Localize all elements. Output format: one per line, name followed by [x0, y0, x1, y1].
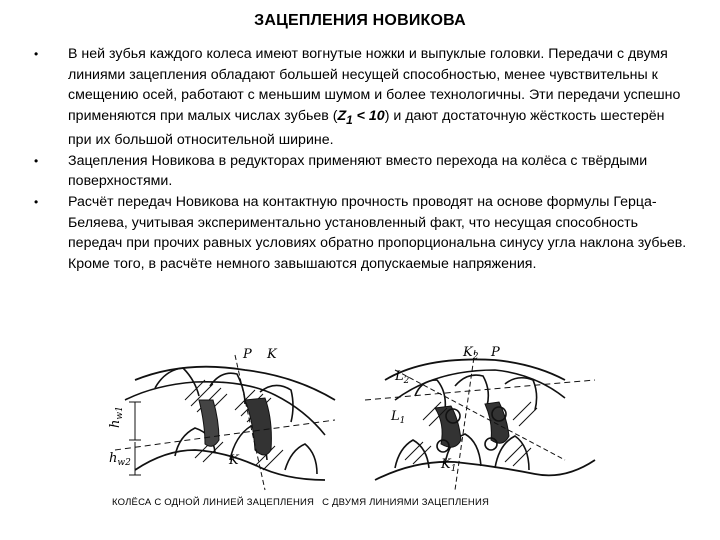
- label-hw2-base: h: [109, 451, 118, 466]
- bullet-text-2: Зацепления Новикова в редукторах применяют вместо перехода на колёса с твёрдыми поверхностями.: [68, 152, 648, 190]
- label-k1-sub: 1: [450, 464, 457, 474]
- label-k1: [440, 457, 456, 474]
- label-k-left-top: K: [267, 347, 277, 362]
- formula-subscript: 1: [346, 112, 353, 127]
- label-k-left-bottom: K: [229, 453, 239, 468]
- label-l2-sub: 2: [403, 376, 410, 386]
- label-k2-base: K: [463, 345, 473, 360]
- bullet-marker: •: [34, 47, 39, 61]
- label-hw2: [109, 451, 131, 468]
- label-k2: [462, 345, 479, 362]
- label-l1-sub: 1: [399, 416, 406, 426]
- bullet-marker: •: [34, 194, 39, 209]
- label-hw1-sub: w1: [115, 406, 125, 420]
- bullet-text-3: Расчёт передач Новикова на контактную прочность проводят на основе формулы Герца-Беляева, учитывая экспериментально установленный факт, что несущая способность передач при прочих равных условиях обратно пропорциональна синусу угла наклона зубьев. Кроме того, в расчёте немного завышаются допускаемые напряжения.: [68, 193, 687, 272]
- label-l2-base: L: [395, 369, 404, 384]
- bullet-list: [30, 44, 690, 274]
- label-p-left: P: [243, 347, 252, 362]
- gear-drawings: [95, 340, 615, 500]
- label-k2-sub: 2: [472, 352, 479, 362]
- bullet-1-text-end: ) и дают достаточную жёсткость шестерён при их большой относительной ширине.: [68, 107, 665, 149]
- bullet-item-2: [30, 151, 690, 192]
- label-p-right: P: [491, 345, 500, 360]
- bullet-marker: •: [34, 153, 39, 168]
- label-l2: [394, 369, 410, 386]
- gear-engagement-figure: [95, 340, 615, 500]
- caption-double-line: С ДВУМЯ ЛИНИЯМИ ЗАЦЕПЛЕНИЯ: [322, 497, 490, 508]
- label-hw1-base: h: [108, 419, 123, 428]
- bullet-1-text-start: В ней зубья каждого колеса имеют вогнутые ножки и выпуклые головки. Передачи с двумя линиями зацепления обладают большей несущей способностью, менее чувствительны к смещению осей, работают с меньшим шумом и более технологичны. Эти передачи успешно применяются при малых числах зубьев (: [68, 46, 681, 124]
- label-l1: [390, 409, 405, 426]
- single-line-engagement-drawing: [115, 355, 335, 490]
- bullet-text-1: [68, 44, 690, 151]
- label-hw1: [108, 406, 125, 428]
- label-l1-base: L: [391, 409, 400, 424]
- page-title: ЗАЦЕПЛЕНИЯ НОВИКОВА: [254, 12, 466, 29]
- label-k1-base: K: [441, 457, 451, 472]
- label-hw2-sub: w2: [117, 458, 131, 468]
- caption-single-line: КОЛЁСА С ОДНОЙ ЛИНИЕЙ ЗАЦЕПЛЕНИЯ: [112, 497, 315, 508]
- formula-z: Z: [337, 107, 347, 124]
- bullet-item-1: [30, 44, 690, 151]
- formula-tail: < 10: [352, 107, 385, 124]
- figure-caption: [112, 497, 489, 508]
- bullet-item-3: [30, 192, 690, 274]
